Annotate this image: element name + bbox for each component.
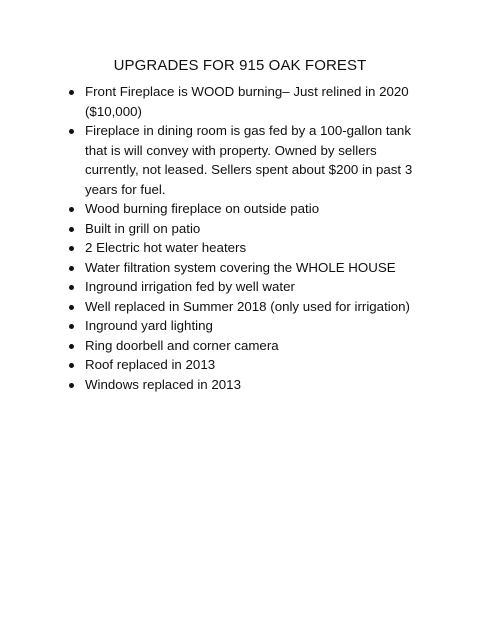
bullet-icon bbox=[69, 344, 74, 349]
list-item-text: Ring doorbell and corner camera bbox=[85, 337, 279, 353]
bullet-icon bbox=[69, 129, 74, 134]
list-item bbox=[66, 277, 416, 297]
list-item-text: Inground yard lighting bbox=[85, 318, 213, 333]
list-item bbox=[66, 297, 416, 317]
list-item-text: Wood burning fireplace on outside patio bbox=[85, 201, 320, 216]
list-item bbox=[66, 82, 416, 121]
list-item-text: 2 Electric hot water heaters bbox=[85, 240, 247, 255]
bullet-icon bbox=[69, 246, 74, 251]
list-item bbox=[66, 336, 416, 356]
list-item-text: Roof replaced in 2013 bbox=[85, 357, 216, 372]
list-item bbox=[66, 316, 416, 336]
list-item-text: Built in grill on patio bbox=[85, 220, 201, 236]
bullet-icon bbox=[69, 207, 74, 212]
bullet-icon bbox=[69, 305, 74, 310]
bullet-icon bbox=[69, 285, 74, 290]
upgrades-list bbox=[66, 82, 416, 394]
list-item-text: Water filtration system covering the WHOLE HOUSE bbox=[85, 259, 396, 275]
list-item bbox=[66, 121, 416, 199]
list-item-text: Well replaced in Summer 2018 (only used for irrigation) bbox=[85, 298, 410, 314]
list-item bbox=[66, 375, 416, 395]
list-item-text: Windows replaced in 2013 bbox=[85, 376, 241, 392]
list-item bbox=[66, 238, 416, 258]
list-item-text: Inground irrigation fed by well water bbox=[85, 279, 295, 294]
list-item bbox=[66, 258, 416, 278]
bullet-icon bbox=[69, 227, 74, 232]
bullet-icon bbox=[69, 90, 74, 95]
bullet-icon bbox=[69, 266, 74, 271]
list-item-text: Fireplace in dining room is gas fed by a 100-gallon tank that is will convey with property. Owned by sellers currently, not leased. Sellers spent about $200 in past 3 years for fuel. bbox=[85, 123, 413, 197]
bullet-icon bbox=[69, 363, 74, 368]
bullet-icon bbox=[69, 324, 74, 329]
list-item bbox=[66, 199, 416, 219]
list-item-text: Front Fireplace is WOOD burning– Just relined in 2020 ($10,000) bbox=[85, 84, 409, 119]
document-title: UPGRADES FOR 915 OAK FOREST bbox=[113, 57, 367, 74]
list-item bbox=[66, 219, 416, 239]
list-item bbox=[66, 355, 416, 375]
bullet-icon bbox=[69, 383, 74, 388]
